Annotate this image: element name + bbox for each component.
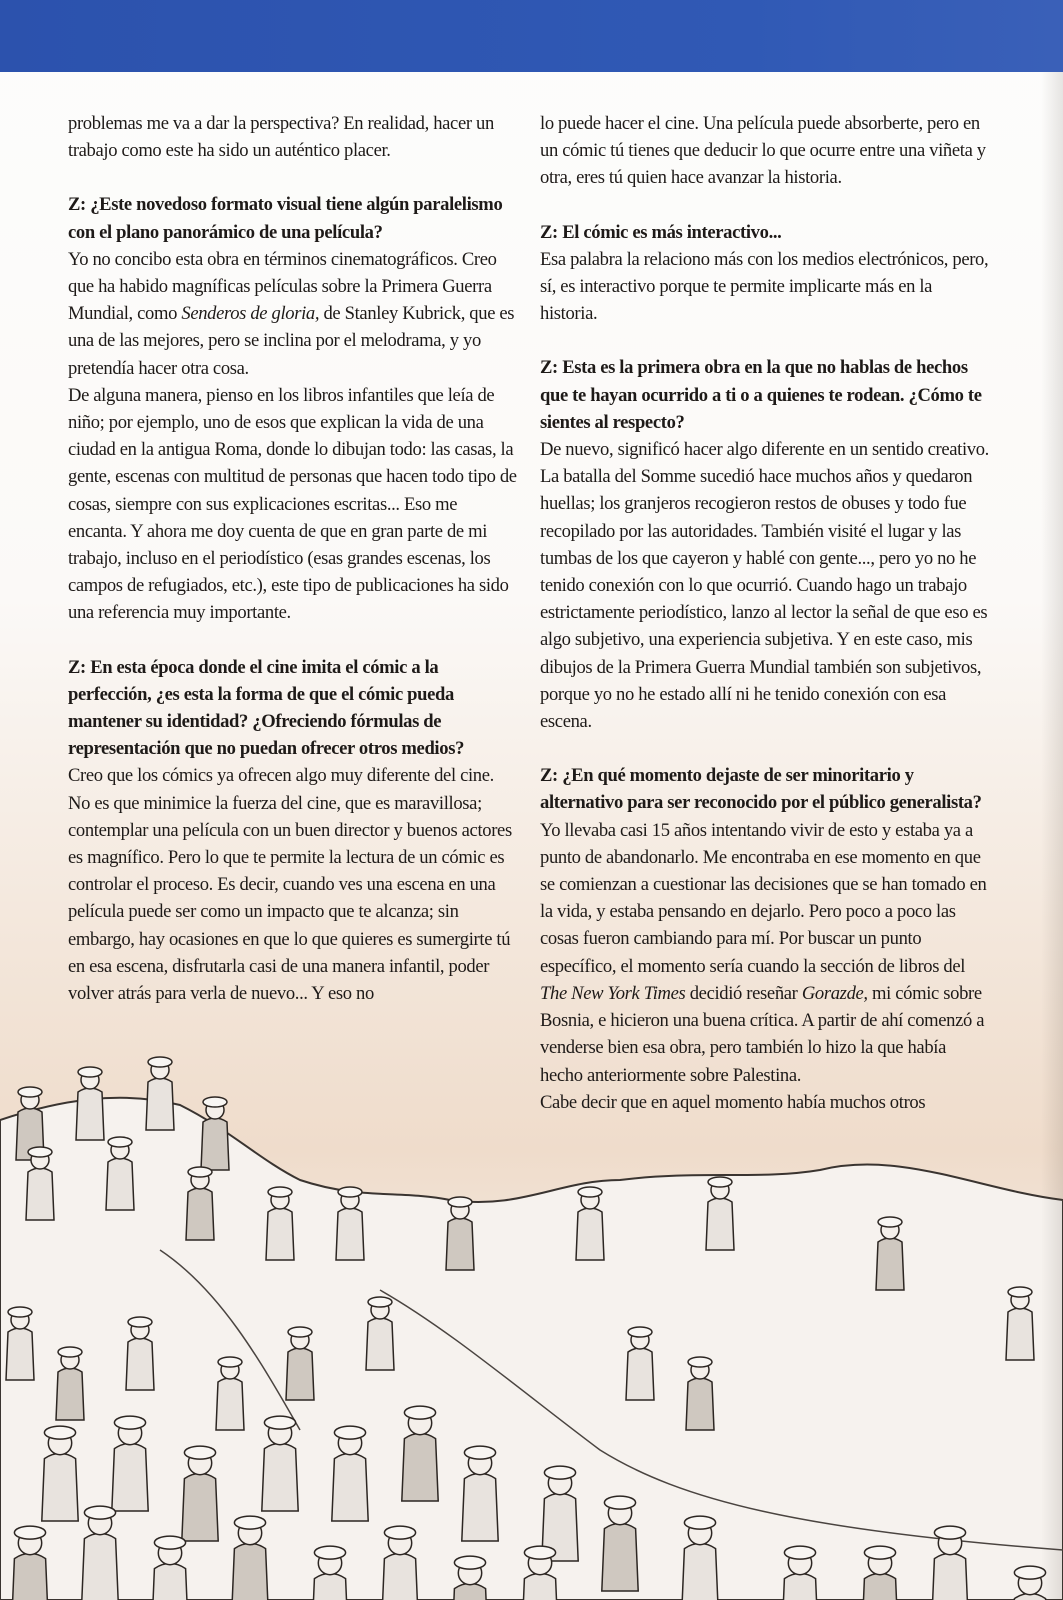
paragraph: Creo que los cómics ya ofrecen algo muy diferente del cine. No es que minimice la fuerza del cine, que es maravillosa; contemplar una película con un buen director y buenos actores es magnífico. Pero lo que te permite la lectura de un cómic es controlar el proceso. Es decir, cuando ves una escena en una película puede ser como un impacto que te alcanza; sin embargo, hay ocasiones en que lo que quieres es sumergirte tú en esa escena, disfrutarla casi de una manera infantil, poder volver atrás para verla de nuevo... Y eso no [68, 765, 512, 1005]
paragraph: problemas me va a dar la perspectiva? En realidad, hacer un trabajo como este ha sido un auténtico placer. [68, 113, 494, 162]
soldier-figure [152, 1536, 188, 1600]
comic-title: Gorazde, [801, 982, 868, 1004]
question-heading: Z: Esta es la primera obra en la que no hablas de hechos que te hayan ocurrido a ti o a quienes te rodean. ¿Cómo te sientes al respecto? [540, 357, 982, 433]
text-run: mi cómic sobre Bosnia, e hicieron una buena crítica. A partir de ahí comenzó a venderse bien esa obra, pero también lo hizo la que había hecho anteriormente sobre Palestina. [540, 982, 985, 1086]
question-heading: Z: En esta época donde el cine imita el cómic a la perfección, ¿es esta la forma de que el cómic pueda mantener su identidad? ¿Ofreciendo fórmulas de representación que no puedan ofrecer otros medios? [68, 656, 465, 760]
soldier-figure [146, 1057, 174, 1130]
soldier-figure [932, 1526, 968, 1600]
film-title: Senderos de gloria, [181, 303, 320, 325]
soldier-figure [201, 1097, 229, 1170]
paragraph: Esa palabra la relaciono más con los medios electrónicos, pero, sí, es interactivo porque te permite implicarte más en la historia. [540, 248, 989, 325]
page-edge-shadow [1041, 72, 1063, 1600]
header-color-band [0, 0, 1063, 72]
newspaper-title: The New York Times [540, 982, 686, 1004]
paragraph: Cabe decir que en aquel momento había muchos otros [540, 1091, 926, 1113]
text-run: decidió reseñar [685, 982, 802, 1004]
paragraph: lo puede hacer el cine. Una película puede absorberte, pero en un cómic tú tienes que deducir lo que ocurre entre una viñeta y otra, eres tú quien hace avanzar la historia. [540, 113, 986, 189]
question-heading: Z: ¿Este novedoso formato visual tiene algún paralelismo con el plano panorámico de una película? [68, 194, 503, 243]
soldier-figure [76, 1067, 104, 1140]
right-column [540, 110, 990, 1116]
soldier-figure [12, 1526, 48, 1600]
text-run: Yo no concibo esta obra en términos cinematográficos. Creo que ha habido magníficas películas sobre la Primera Guerra Mundial, como [68, 248, 497, 325]
question-heading: Z: El cómic es más interactivo... [540, 221, 782, 243]
paragraph: De nuevo, significó hacer algo diferente en un sentido creativo. La batalla del Somme sucedió hace muchos años y quedaron huellas; los granjeros recogieron restos de obuses y todo fue recopilado por las autoridades. También visité el lugar y las tumbas de los que cayeron y hablé con gente..., pero yo no he tenido conexión con lo que ocurrió. Cuando hago un trabajo estrictamente periodístico, lanzo al lector la señal de que eso es algo subjetivo, una experiencia subjetiva. Y en este caso, mis dibujos de la Primera Guerra Mundial también son subjetivos, porque yo no he estado allí ni he tenido conexión con esa escena. [540, 439, 989, 733]
soldiers-illustration [0, 1030, 1063, 1600]
soldier-figure [382, 1526, 418, 1600]
paragraph [68, 246, 518, 382]
hillside [0, 1098, 1063, 1600]
question-heading: Z: ¿En qué momento dejaste de ser minoritario y alternativo para ser reconocido por el público generalista? [540, 765, 982, 814]
text-run: Yo llevaba casi 15 años intentando vivir de esto y estaba ya a punto de abandonarlo. Me encontraba en ese momento en que se comienzan a cuestionar las decisiones que se han tomado en la vida, y estaba pensando en dejarlo. Pero poco a poco las cosas fueron cambiando para mí. Por buscar un punto específico, el momento sería cuando la sección de libros del [540, 819, 987, 977]
text-run: de Stanley Kubrick, que es una de las mejores, pero se inclina por el melodrama, y yo pretendía hacer otra cosa. [68, 303, 515, 379]
paragraph: De alguna manera, pienso en los libros infantiles que leía de niño; por ejemplo, uno de esos que explican la vida de una ciudad en la antigua Roma, donde lo dibujan todo: las casas, la gente, escenas con multitud de personas que hacen todo tipo de cosas, siempre con sus explicaciones escritas... Eso me encanta. Y ahora me doy cuenta de que en gran parte de mi trabajo, incluso en el periodístico (esas grandes escenas, los campos de refugiados, etc.), este tipo de publicaciones ha sido una referencia muy importante. [68, 384, 517, 624]
left-column [68, 110, 518, 1007]
